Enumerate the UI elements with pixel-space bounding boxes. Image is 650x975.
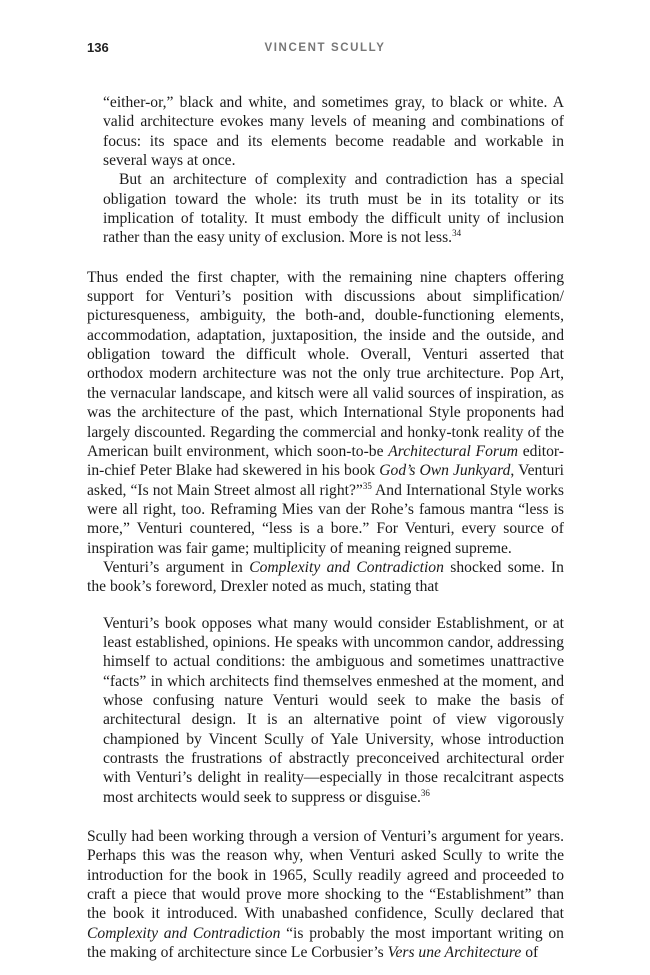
running-head: VINCENT SCULLY	[264, 42, 386, 54]
spacer	[87, 807, 564, 827]
paragraph-1: Thus ended the first chapter, with the remaining nine chapters offering support for Venturi’s position with discussions about simplification/ picturesqueness, ambiguity, the both-and, double-functioning elements, accommodation, adaptation, juxtaposition, the inside and the outside, and obligation toward the difficult whole. Overall, Venturi asserted that orthodox modern architecture was not the only true architecture. Pop Art, the vernacular landscape, and kitsch were all valid sources of inspiration, as was the architecture of the past, which International Style proponents had largely discounted. Regarding the commercial and honky-tonk reality of the American built environment, which soon-to-be Architectural Forum editor-in-chief Peter Blake had skewered in his book God’s Own Junkyard, Venturi asked, “Is not Main Street almost all right?”$^{35}$ And International Style works were all right, too. Reframing Mies van der Rohe’s famous mantra “less is more,” Venturi countered, “less is a bore.” For Venturi, every source of inspiration was fair game; multiplicity of meaning reigned supreme.	[87, 268, 564, 557]
page-number: 136	[87, 40, 109, 55]
footnote-ref-34: 34	[452, 228, 462, 239]
paragraph-3: Scully had been working through a version of Venturi’s argument for years. Perhaps this was the reason why, when Venturi asked Scully to write the introduction for the book in 1965, Scully readily agreed and proceeded to craft a piece that would prove more shocking to the “Establishment” than the book it introduced. With unabashed confidence, Scully declared that Complexity and Contradiction “is probably the most important writing on the making of architecture since Le Corbusier’s Vers une Architecture of	[87, 828, 564, 962]
block-quote-1-paragraph-1: “either-or,” black and white, and sometimes gray, to black or white. A valid architecture evokes many levels of meaning and combinations of focus: its space and its elements become readable and workable in several ways at once.	[103, 94, 564, 170]
body-text	[87, 93, 564, 962]
block-quote-1-paragraph-2: But an architecture of complexity and contradiction has a special obligation toward the whole: its truth must be in its totality or its implication of totality. It must embody the difficult unity of inclusion rather than the easy unity of exclusion. More is not less.$^{34}$	[103, 171, 564, 247]
paragraph-2: Venturi’s argument in Complexity and Contradiction shocked some. In the book’s foreword, Drexler noted as much, stating that	[87, 558, 564, 596]
block-quote-2: Venturi’s book opposes what many would consider Establishment, or at least established, opinions. He speaks with uncommon candor, addressing himself to actual conditions: the ambiguous and sometimes unattractive “facts” in which architects find themselves enmeshed at the moment, and whose confusing nature Venturi would seek to make the basis of architectural design. It is an alternative point of view vigorously championed by Vincent Scully of Yale University, whose introduction contrasts the frustrations of abstractly preconceived architectural order with Venturi’s delight in reality—especially in those recalcitrant aspects most architects would seek to suppress or disguise.$^{36}$	[103, 614, 564, 806]
spacer	[87, 597, 564, 614]
footnote-ref-36: 36	[420, 787, 430, 798]
footnote-ref-35: 35	[362, 480, 372, 491]
spacer	[87, 248, 564, 268]
